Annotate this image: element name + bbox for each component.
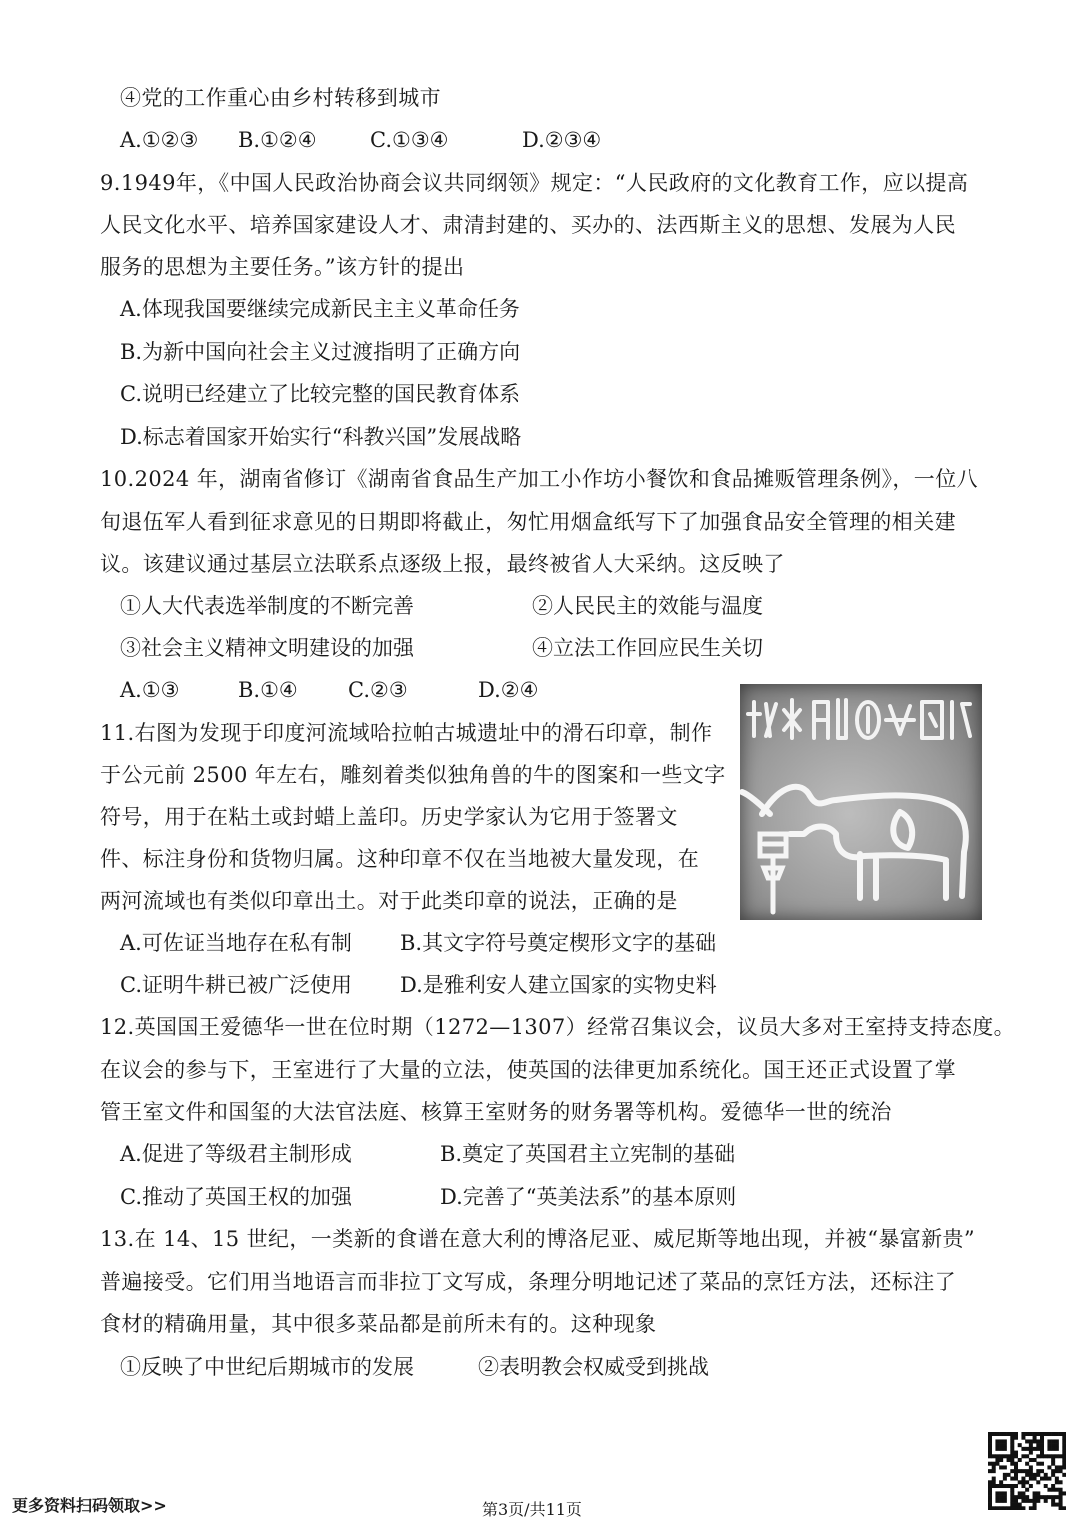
q8-option-b: B.①②④ <box>238 128 317 152</box>
q12-option-b: B.奠定了英国君主立宪制的基础 <box>440 1142 736 1166</box>
q10-item-1: ①人大代表选举制度的不断完善 <box>120 594 414 618</box>
q13-item-2: ②表明教会权威受到挑战 <box>478 1355 709 1379</box>
q13-item-1: ①反映了中世纪后期城市的发展 <box>120 1355 414 1379</box>
q8-item-4: ④党的工作重心由乡村转移到城市 <box>120 86 441 110</box>
q8-option-c: C.①③④ <box>370 128 449 152</box>
q10-option-a: A.①③ <box>120 678 180 702</box>
q10-stem-line-2: 旬退伍军人看到征求意见的日期即将截止，匆忙用烟盒纸写下了加强食品安全管理的相关建 <box>100 510 956 534</box>
q11-option-a: A.可佐证当地存在私有制 <box>120 931 352 955</box>
q8-option-d: D.②③④ <box>522 128 602 152</box>
q10-stem-line-3: 议。该建议通过基层立法联系点逐级上报，最终被省人大采纳。这反映了 <box>100 552 785 576</box>
q10-item-4: ④立法工作回应民生关切 <box>532 636 763 660</box>
harappan-seal-image <box>740 684 982 920</box>
q9-stem-line-3: 服务的思想为主要任务。”该方针的提出 <box>100 255 465 279</box>
q9-option-c: C.说明已经建立了比较完整的国民教育体系 <box>120 382 520 406</box>
q10-option-d: D.②④ <box>478 678 539 702</box>
footer-more-resources-link[interactable]: 更多资料扫码领取>> <box>12 1496 167 1515</box>
q10-option-b: B.①④ <box>238 678 298 702</box>
page-number: 第3页/共11页 <box>482 1500 582 1519</box>
q8-option-a: A.①②③ <box>120 128 199 152</box>
q12-option-d: D.完善了“英美法系”的基本原则 <box>440 1185 737 1209</box>
q11-option-c: C.证明牛耕已被广泛使用 <box>120 973 352 997</box>
q12-option-a: A.促进了等级君主制形成 <box>120 1142 352 1166</box>
qr-code-icon[interactable] <box>988 1432 1066 1510</box>
q9-stem-line-2: 人民文化水平、培养国家建设人才、肃清封建的、买办的、法西斯主义的思想、发展为人民 <box>100 213 956 237</box>
q11-option-b: B.其文字符号奠定楔形文字的基础 <box>400 931 717 955</box>
q11-stem-line-3: 符号，用于在粘土或封蜡上盖印。历史学家认为它用于签署文 <box>100 805 678 829</box>
q10-stem-line-1: 10.2024 年，湖南省修订《湖南省食品生产加工小作坊小餐饮和食品摊贩管理条例》，一位八 <box>100 467 979 491</box>
q13-stem-line-1: 13.在 14、15 世纪，一类新的食谱在意大利的博洛尼亚、威尼斯等地出现，并被“暴富新贵” <box>100 1227 976 1251</box>
q10-item-3: ③社会主义精神文明建设的加强 <box>120 636 414 660</box>
q11-option-d: D.是雅利安人建立国家的实物史料 <box>400 973 717 997</box>
q9-option-b: B.为新中国向社会主义过渡指明了正确方向 <box>120 340 521 364</box>
q12-option-c: C.推动了英国王权的加强 <box>120 1185 352 1209</box>
seal-engraving-icon <box>740 684 982 920</box>
q12-stem-line-3: 管王室文件和国玺的大法官法庭、核算王室财务的财务署等机构。爱德华一世的统治 <box>100 1100 892 1124</box>
q13-stem-line-3: 食材的精确用量，其中很多菜品都是前所未有的。这种现象 <box>100 1312 657 1336</box>
q9-stem-line-1: 9.1949年，《中国人民政治协商会议共同纲领》规定：“人民政府的文化教育工作，应以提高 <box>100 171 969 195</box>
q11-stem-line-2: 于公元前 2500 年左右，雕刻着类似独角兽的牛的图案和一些文字 <box>100 763 726 787</box>
q12-stem-line-1: 12.英国国王爱德华一世在位时期（1272—1307）经常召集议会，议员大多对王室持支持态度。 <box>100 1015 1016 1039</box>
q11-stem-line-1: 11.右图为发现于印度河流域哈拉帕古城遗址中的滑石印章，制作 <box>100 721 713 745</box>
q9-option-a: A.体现我国要继续完成新民主主义革命任务 <box>120 297 520 321</box>
q10-item-2: ②人民民主的效能与温度 <box>532 594 763 618</box>
q10-option-c: C.②③ <box>348 678 408 702</box>
q12-stem-line-2: 在议会的参与下，王室进行了大量的立法，使英国的法律更加系统化。国王还正式设置了掌 <box>100 1058 956 1082</box>
q13-stem-line-2: 普遍接受。它们用当地语言而非拉丁文写成，条理分明地记述了菜品的烹饪方法，还标注了 <box>100 1270 956 1294</box>
q11-stem-line-5: 两河流域也有类似印章出土。对于此类印章的说法，正确的是 <box>100 889 678 913</box>
q9-option-d: D.标志着国家开始实行“科教兴国”发展战略 <box>120 425 522 449</box>
q11-stem-line-4: 件、标注身份和货物归属。这种印章不仅在当地被大量发现，在 <box>100 847 700 871</box>
